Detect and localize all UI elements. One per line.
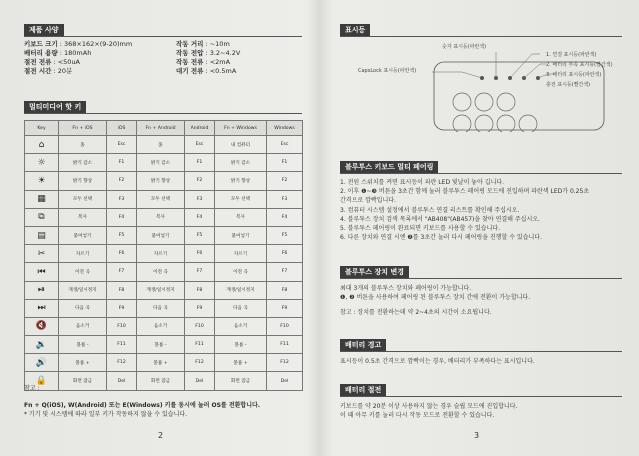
key-icon: ⏯ (25, 281, 59, 299)
indicator-header-rule (340, 36, 622, 37)
table-cell: F11 (267, 336, 303, 354)
table-cell: 홈 (137, 136, 185, 154)
key-icon: ⌂ (25, 136, 59, 154)
column-header: Fn + Android (137, 121, 185, 136)
table-cell: 복사 (215, 208, 267, 226)
table-cell: F12 (107, 354, 137, 372)
table-cell: Esc (107, 136, 137, 154)
table-cell: F12 (267, 354, 303, 372)
table-cell: 음소거 (215, 317, 267, 335)
spec-value: : 20분 (53, 67, 73, 75)
table-cell: F2 (267, 172, 303, 190)
table-row (25, 245, 303, 263)
table-cell: 내 컴퓨터 (215, 136, 267, 154)
table-cell: Del (267, 372, 303, 390)
table-cell: F9 (107, 299, 137, 317)
table-cell: 이전 곡 (215, 263, 267, 281)
table-cell: 밝기 감소 (137, 154, 185, 172)
column-header: Android (185, 121, 215, 136)
battery-warning-text: 표시등이 0.5초 간격으로 깜빡이는 경우, 배터리가 부족하다는 표시입니다. (340, 358, 535, 365)
table-cell: F6 (107, 245, 137, 263)
table-cell: 자르기 (59, 245, 107, 263)
pairing-step: 2. 이후 ❶~❸ 버튼을 3초간 함께 눌러 블루투스 페어링 모드에 진입하며 파란색 LED가 0.25초 (340, 188, 590, 196)
table-cell: F5 (267, 226, 303, 244)
table-cell: F4 (185, 208, 215, 226)
table-cell: F8 (267, 281, 303, 299)
battery-save-text (340, 402, 517, 420)
table-cell: F10 (107, 317, 137, 335)
table-cell: F11 (107, 336, 137, 354)
table-cell: 모두 선택 (137, 190, 185, 208)
pairing-step: 5. 블루투스 페어링이 완료되면 키보드를 사용할 수 있습니다. (340, 225, 501, 233)
pairing-step: 4. 블루투스 장치 검색 목록에서 "AB408"(AB457)을 찾아 연결해 주십시오. (340, 215, 540, 223)
led-label-1: 1. 연결 표시등(파란색) (546, 52, 597, 58)
table-cell: 볼륨 + (215, 354, 267, 372)
table-cell: 밝기 감소 (59, 154, 107, 172)
table-cell: 복사 (137, 208, 185, 226)
column-header: Key (25, 121, 59, 136)
left-page (0, 0, 318, 456)
key-icon: 🔒 (25, 372, 59, 390)
switch-instructions (340, 284, 530, 318)
column-header: iOS (107, 121, 137, 136)
table-cell: F1 (267, 154, 303, 172)
switch-line: 참고 : 장치를 전환하는데 약 2~4초의 시간이 소요됩니다. (340, 309, 492, 317)
table-cell: F9 (267, 299, 303, 317)
spec-label: 대기 전류 (176, 67, 204, 75)
table-row (25, 263, 303, 281)
table-cell: Esc (267, 136, 303, 154)
table-cell: F5 (185, 226, 215, 244)
table-cell: 이전 곡 (59, 263, 107, 281)
table-cell: 붙여넣기 (59, 226, 107, 244)
table-cell: 재생/일시정지 (59, 281, 107, 299)
spec-label: 절전 시간 (24, 67, 52, 75)
table-cell: F12 (185, 354, 215, 372)
spec-label: 작동 거리 (176, 40, 204, 48)
battery-save-rule (340, 396, 622, 397)
spec-value: : ~10m (205, 40, 230, 48)
column-header: Fn + Windows (215, 121, 267, 136)
table-cell: F3 (267, 190, 303, 208)
table-cell: 밝기 감소 (215, 154, 267, 172)
table-cell: F2 (107, 172, 137, 190)
table-header-row (25, 121, 303, 136)
table-cell: F4 (107, 208, 137, 226)
key-icon: ☼ (25, 154, 59, 172)
spec-right-list (176, 40, 240, 76)
pairing-instructions (340, 178, 589, 242)
table-cell: 화면 잠금 (59, 372, 107, 390)
spec-value: : <2mA (205, 58, 231, 66)
pairing-header: 블루투스 키보드 멀티 페어링 (340, 161, 438, 173)
table-cell: Del (107, 372, 137, 390)
spec-value: : <0.5mA (205, 67, 237, 75)
spec-label: 배터리 용량 (24, 49, 58, 57)
note-os-switch: Fn + Q(iOS), W(Android) 또는 E(Windows) 키를 동시에 눌러 OS를 전환합니다. (24, 402, 261, 409)
table-row (25, 336, 303, 354)
table-cell: 다음 곡 (137, 299, 185, 317)
spec-value: : 180mAh (59, 49, 92, 57)
pairing-step: 6. 다른 장치와 연결 시엔 ❷를 3초간 눌러 다시 페어링을 진행할 수 있습니다. (340, 234, 543, 242)
table-cell: 자르기 (215, 245, 267, 263)
pairing-step: 간격으로 깜빡입니다. (340, 197, 396, 205)
hotkey-table-body (25, 136, 303, 391)
table-cell: F10 (185, 317, 215, 335)
pairing-step: 3. 컴퓨터 시스템 설정에서 블루투스 연결 리스트를 확인해 주십시오. (340, 206, 520, 214)
switch-header: 블루투스 장치 변경 (340, 266, 409, 278)
table-cell: 화면 잠금 (137, 372, 185, 390)
table-cell: F3 (185, 190, 215, 208)
table-cell: 볼륨 - (215, 336, 267, 354)
table-cell: F1 (107, 154, 137, 172)
spec-value: : 368×162×(9-20)mm (59, 40, 133, 48)
table-cell: F7 (107, 263, 137, 281)
table-cell: 다음 곡 (59, 299, 107, 317)
switch-line: ❶, ❷ 버튼을 사용하여 페어링 된 블루투스 장치 간에 전환이 가능합니다. (340, 294, 531, 302)
table-cell: 볼륨 - (137, 336, 185, 354)
led-label-4: 충전 표시등(빨간색) (546, 82, 591, 88)
table-cell: F2 (185, 172, 215, 190)
spec-label: 절전 전류 (24, 58, 52, 66)
spec-header: 제품 사양 (24, 24, 64, 36)
table-cell: 재생/일시정지 (137, 281, 185, 299)
battery-warning-header: 배터리 경고 (340, 339, 386, 351)
table-cell: F11 (185, 336, 215, 354)
table-row (25, 172, 303, 190)
battery-save-header: 배터리 절전 (340, 384, 386, 396)
table-cell: 재생/일시정지 (215, 281, 267, 299)
table-cell: 다음 곡 (215, 299, 267, 317)
table-cell: 밝기 향상 (137, 172, 185, 190)
right-page (322, 0, 639, 456)
table-row (25, 190, 303, 208)
table-cell: 밝기 향상 (215, 172, 267, 190)
page-number-left: 2 (158, 431, 164, 440)
table-row (25, 354, 303, 372)
spec-left-list (24, 40, 132, 76)
note-compat: * 기기 및 시스템에 따라 일부 키가 작동하지 않을 수 있습니다. (24, 411, 188, 418)
spec-label: 작동 전류 (176, 58, 204, 66)
battery-warning-rule (340, 351, 622, 352)
table-row (25, 299, 303, 317)
key-icon: 🔇 (25, 317, 59, 335)
spec-value: : <50uA (53, 58, 81, 66)
table-cell: 음소거 (137, 317, 185, 335)
table-row (25, 317, 303, 335)
key-icon: ☀ (25, 172, 59, 190)
table-row (25, 136, 303, 154)
table-cell: 모두 선택 (215, 190, 267, 208)
page-number-right: 3 (474, 431, 480, 440)
table-row (25, 281, 303, 299)
table-cell: 음소거 (59, 317, 107, 335)
key-icon: ▦ (25, 190, 59, 208)
table-row (25, 208, 303, 226)
column-header: Windows (267, 121, 303, 136)
table-cell: F8 (185, 281, 215, 299)
table-cell: F7 (185, 263, 215, 281)
column-header: Fn + iOS (59, 121, 107, 136)
table-cell: F9 (185, 299, 215, 317)
table-row (25, 372, 303, 390)
pairing-step: 1. 전원 스위치를 켜면 표시등이 파란 LED 빛날이 놓아 깁니다. (340, 179, 505, 186)
table-cell: 붙여넣기 (137, 226, 185, 244)
table-cell: 이전 곡 (137, 263, 185, 281)
indicator-header: 표시등 (340, 24, 370, 36)
spec-header-rule (24, 36, 302, 37)
table-cell: 밝기 향상 (59, 172, 107, 190)
table-cell: F5 (107, 226, 137, 244)
table-cell: F6 (185, 245, 215, 263)
table-cell: 모두 선택 (59, 190, 107, 208)
table-cell: 홈 (59, 136, 107, 154)
table-cell: F6 (267, 245, 303, 263)
key-icon: ⏭ (25, 299, 59, 317)
switch-line: 최대 3개의 블루투스 장치와 페어링이 가능합니다. (340, 285, 472, 292)
led-label-caps: CapsLock 표시등(파란색) (358, 68, 417, 74)
table-cell: Esc (185, 136, 215, 154)
hotkey-header-rule (24, 113, 302, 114)
key-icon: ✂ (25, 245, 59, 263)
pairing-header-rule (340, 173, 622, 174)
table-cell: F4 (267, 208, 303, 226)
key-icon: ▤ (25, 226, 59, 244)
table-cell: F1 (185, 154, 215, 172)
battery-save-line: 이 때 아무 키를 눌러 다시 작동 모드로 전환할 수 있습니다. (340, 412, 495, 420)
table-row (25, 154, 303, 172)
table-cell: 볼륨 - (59, 336, 107, 354)
table-cell: F10 (267, 317, 303, 335)
table-cell: F8 (107, 281, 137, 299)
table-cell: 화면 잠금 (215, 372, 267, 390)
spec-value: : 3.2~4.2V (205, 49, 241, 57)
note-title: 참고 : (24, 385, 40, 392)
table-cell: Del (185, 372, 215, 390)
spec-label: 키보드 크기 (24, 40, 58, 48)
switch-header-rule (340, 278, 622, 279)
table-cell: 볼륨 + (59, 354, 107, 372)
table-cell: 복사 (59, 208, 107, 226)
led-label-3: 3. 배터리 표시등(파란색) (546, 72, 602, 78)
led-label-2: 2. 배터리 부족 표시등(빨간색) (546, 62, 613, 68)
table-row (25, 226, 303, 244)
hotkey-table (24, 120, 303, 391)
battery-save-line: 키보드를 약 20분 이상 사용하지 않는 경우 슬립 모드에 진입합니다. (340, 403, 518, 410)
table-cell: F7 (267, 263, 303, 281)
hotkey-header: 멀티미디어 핫 키 (24, 101, 86, 113)
table-cell: 붙여넣기 (215, 226, 267, 244)
key-icon: ⏮ (25, 263, 59, 281)
led-label-num: 숫자 표시등(파란색) (442, 44, 487, 50)
spec-label: 작동 전압 (176, 49, 204, 57)
table-cell: F3 (107, 190, 137, 208)
table-cell: 자르기 (137, 245, 185, 263)
key-icon: 🔉 (25, 336, 59, 354)
key-icon: ⧉ (25, 208, 59, 226)
table-cell: 볼륨 + (137, 354, 185, 372)
key-icon: 🔊 (25, 354, 59, 372)
